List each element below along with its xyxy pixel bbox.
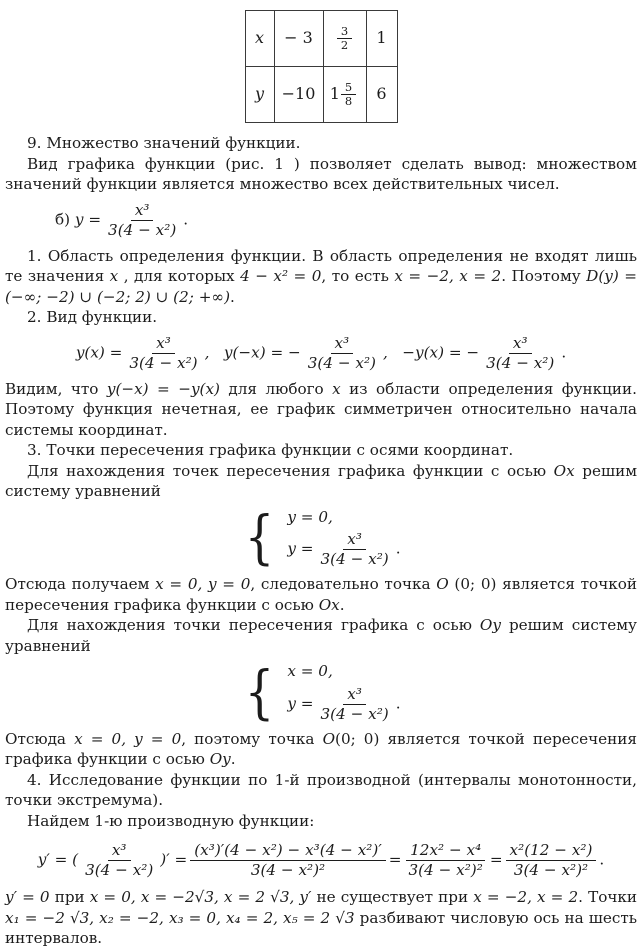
equation-tail: . (395, 539, 401, 558)
formula-term: y(x) = (75, 343, 123, 361)
formula-term: = (388, 850, 402, 869)
text-segment: Для нахождения точки пересечения графика с осью (27, 616, 480, 634)
equation-tail: . (395, 694, 401, 712)
formula-term: , y(−x) = − (204, 343, 301, 361)
text-segment: решим систему уравнений (5, 461, 638, 500)
math-segment: D(y) = (−∞; −2) ∪ (−2; 2) ∪ (2; +∞) (5, 267, 637, 306)
formula-parity (5, 334, 637, 373)
paragraph-derivative-intro (5, 811, 637, 832)
cell-text: − 3 (284, 28, 313, 48)
text-segment: . Точки (578, 888, 638, 906)
text-segment: (0; 0) является точкой пересечения графика функции с осью (5, 575, 637, 614)
text-segment: 4. Исследование функции по 1-й производной (интервалы монотонности, точки экстремума). (5, 770, 637, 809)
paragraph-critical-points (5, 887, 637, 949)
text-segment: Найдем 1-ю производную функции: (27, 811, 315, 830)
text-segment: 1. Область определения функции. В область определения не входят лишь те значения (5, 246, 637, 285)
paragraph-section3-title (5, 440, 637, 461)
paragraph-ox-result (5, 574, 637, 615)
text-segment: . (230, 287, 235, 306)
math-segment: Oy (479, 616, 501, 634)
formula-tail: . (599, 850, 605, 869)
text-segment: при (49, 888, 90, 906)
text-segment: Вид графика функции (рис. 1 ) позволяет сделать вывод: множеством значений функции является множество всех действительных чисел. (5, 154, 637, 193)
fraction-numerator: x²(12 − x²) (506, 841, 597, 861)
table-cell (274, 67, 323, 123)
fraction-denominator: 3(4 − x²) (85, 861, 154, 879)
paragraph-ox-intro (5, 461, 637, 502)
math-segment: y(−x) = −y(x) (106, 379, 220, 398)
formula-tail: . (561, 343, 567, 361)
fraction (317, 530, 393, 569)
fraction-numerator: x³ (331, 334, 354, 354)
value-table (245, 10, 398, 123)
text-segment: (0; 0) является точкой пересечения графика функции с осью (5, 729, 638, 768)
text-segment: . (339, 595, 345, 614)
table-cell (274, 11, 323, 67)
fraction (506, 841, 597, 880)
text-segment: не существует при (311, 888, 474, 906)
text-segment: Отсюда получаем (5, 575, 156, 593)
fraction (482, 334, 558, 373)
fraction-denominator: 3(4 − x²) (320, 704, 389, 723)
text-segment: из области определения функции. Поэтому функция нечетная, ее график симметричен относительно начала системы координат. (5, 379, 638, 439)
fraction-numerator: x³ (343, 685, 366, 705)
fraction-numerator: (x³)′(4 − x²) − x³(4 − x²)′ (190, 841, 386, 861)
fraction-numerator: 3 (337, 25, 352, 39)
text-segment: решим систему уравнений (5, 616, 637, 655)
fraction-denominator: 3(4 − x²) (129, 353, 198, 372)
text-segment: Для нахождения точек пересечения графика функции с осью (27, 461, 554, 480)
fraction-numerator: x³ (509, 334, 532, 354)
fraction-numerator: x³ (108, 841, 131, 861)
system-row: y = 0, (287, 507, 333, 526)
text-segment: Отсюда (5, 729, 75, 748)
text-segment: , следовательно точка (250, 575, 437, 593)
cell-text: 1 (376, 28, 387, 48)
table-cell (245, 67, 274, 123)
paragraph-odd-function (5, 379, 637, 441)
fraction-denominator: 3(4 − x²)² (250, 861, 326, 879)
equation-lhs: y = (287, 694, 314, 712)
equation-system-oy (5, 657, 637, 726)
text-segment: 3. Точки пересечения графика функции с осями координат. (27, 441, 514, 459)
fraction-denominator: 3(4 − x²) (307, 353, 376, 372)
math-segment: x = −2, x = 2 (473, 888, 579, 906)
paragraph-oy-intro (5, 615, 637, 656)
fraction (304, 334, 380, 373)
fraction-denominator: 3(4 − x²) (320, 550, 389, 568)
table-row-x (245, 11, 397, 67)
text-segment: 9. Множество значений функции. (27, 134, 301, 152)
fraction (317, 685, 393, 724)
formula-function-b (55, 201, 637, 240)
equation-lhs: y = (287, 539, 314, 558)
formula-term: y′ = ( (37, 850, 79, 869)
text-segment: для любого (219, 379, 333, 398)
paragraph-domain (5, 246, 637, 308)
paragraph-section9-body (5, 154, 637, 195)
formula-term: )′ = (160, 850, 188, 869)
fraction-denominator: 2 (340, 38, 349, 52)
formula-derivative (5, 841, 637, 880)
text-segment: Видим, что (5, 379, 107, 398)
fraction (337, 25, 352, 52)
math-segment: O (322, 729, 336, 748)
fraction-numerator: x³ (343, 530, 366, 550)
system-row (287, 530, 400, 569)
paragraph-oy-result (5, 729, 637, 770)
formula-tail: . (183, 210, 189, 228)
text-segment: , то есть (321, 267, 395, 285)
cell-text: 6 (376, 84, 387, 104)
fraction (190, 841, 386, 880)
math-segment: x₁ = −2 √3, x₂ = −2, x₃ = 0, x₄ = 2, x₅ = 2 √3 (5, 908, 355, 927)
system-row (287, 685, 400, 724)
paragraph-kind-title (5, 307, 637, 328)
math-segment: Ox (318, 595, 340, 614)
fraction-numerator: x³ (131, 201, 154, 221)
system-rows (287, 507, 400, 570)
fraction-denominator: 3(4 − x²)² (513, 861, 589, 879)
text-segment: . (230, 750, 236, 768)
fraction (405, 841, 487, 880)
text-segment: . Поэтому (501, 267, 587, 285)
math-segment: O (436, 575, 449, 593)
system-row: x = 0, (287, 662, 333, 680)
brace-icon: { (245, 657, 275, 726)
math-segment: Oy (209, 750, 231, 768)
cell-text: −10 (281, 84, 316, 104)
math-segment: Ox (553, 461, 575, 480)
fraction-denominator: 8 (344, 94, 353, 108)
fraction (125, 334, 201, 373)
system-rows (287, 661, 400, 724)
fraction-denominator: 3(4 − x²) (108, 220, 177, 239)
formula-term: = (489, 850, 503, 869)
math-segment: x (332, 379, 341, 398)
table-row-y (245, 67, 397, 123)
fraction-denominator: 3(4 − x²)² (408, 861, 483, 879)
fraction-numerator: x³ (152, 334, 175, 354)
text-segment: , для которых (118, 267, 241, 285)
formula-term: , −y(x) = − (382, 343, 480, 361)
cell-text: x (254, 28, 265, 48)
math-segment: y′ = 0 (5, 888, 50, 906)
text-segment: , поэтому точка (181, 729, 323, 748)
formula-lhs: y = (74, 210, 102, 228)
brace-icon: { (245, 503, 275, 572)
paragraph-section9-title (5, 133, 637, 154)
table-cell (245, 11, 274, 67)
equation-system-ox (5, 503, 637, 572)
table-cell (366, 67, 397, 123)
fraction-denominator: 3(4 − x²) (486, 353, 555, 372)
math-segment: x = 0, x = −2√3, x = 2 √3, y′ (89, 888, 312, 906)
formula-lead: б) (55, 210, 75, 228)
fraction-numerator: 5 (341, 81, 356, 95)
table-cell (366, 11, 397, 67)
cell-text: y (254, 84, 265, 104)
math-segment: x (109, 267, 119, 285)
math-segment: x = 0, y = 0 (155, 575, 251, 593)
math-segment: 4 − x² = 0 (240, 267, 322, 285)
math-segment: x = −2, x = 2 (394, 267, 502, 285)
mixed-number-integer: 1 (329, 84, 340, 103)
table-cell (323, 11, 366, 67)
fraction (104, 201, 180, 240)
text-segment: 2. Вид функции. (27, 308, 158, 326)
text-segment: разбивают числовую ось на шесть интервалов. (5, 908, 637, 947)
fraction-numerator: 12x² − x⁴ (406, 841, 485, 861)
table-cell (323, 67, 366, 123)
math-segment: x = 0, y = 0 (74, 729, 182, 748)
fraction (81, 841, 157, 880)
paragraph-section4-title (5, 770, 637, 811)
fraction (341, 81, 356, 108)
